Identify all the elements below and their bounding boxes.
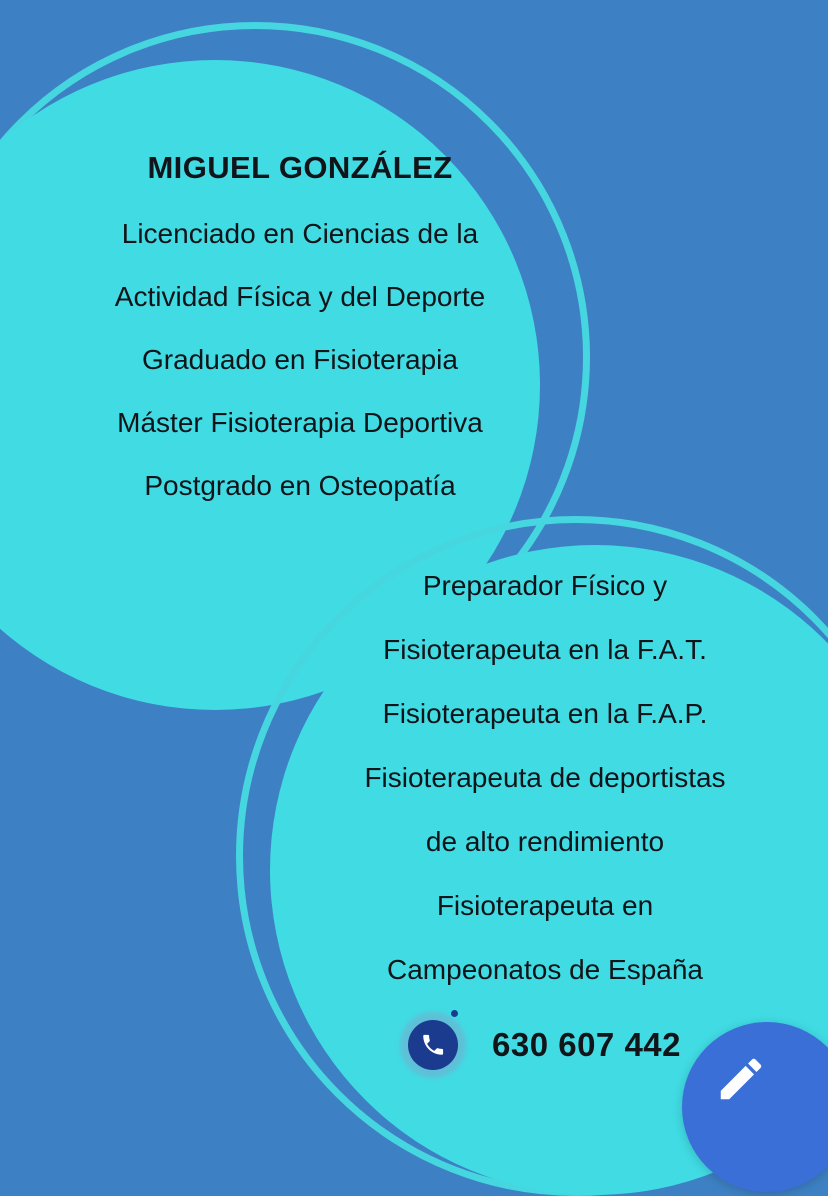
credential-line: Postgrado en Osteopatía [144,470,456,501]
credential-line: Graduado en Fisioterapia [142,344,458,375]
person-name: MIGUEL GONZÁLEZ [147,150,453,185]
credential-line: Máster Fisioterapia Deportiva [117,407,483,438]
experience-line: Fisioterapeuta de deportistas [364,762,726,793]
phone-contact[interactable] [400,1012,681,1078]
experience-line: Fisioterapeuta en la F.A.P. [382,698,708,729]
experience-block [285,572,805,984]
experience-line: Campeonatos de España [387,954,703,985]
credential-line: Actividad Física y del Deporte [114,281,486,312]
experience-line: Preparador Físico y [422,570,668,601]
credential-line: Licenciado en Ciencias de la [121,218,479,249]
phone-number[interactable]: 630 607 442 [492,1026,682,1063]
credentials-block [0,150,600,500]
phone-icon [400,1012,466,1078]
experience-line: Fisioterapeuta en la F.A.T. [383,634,707,665]
pencil-icon [714,1052,768,1111]
experience-line: de alto rendimiento [425,826,665,857]
experience-line: Fisioterapeuta en [436,890,654,921]
